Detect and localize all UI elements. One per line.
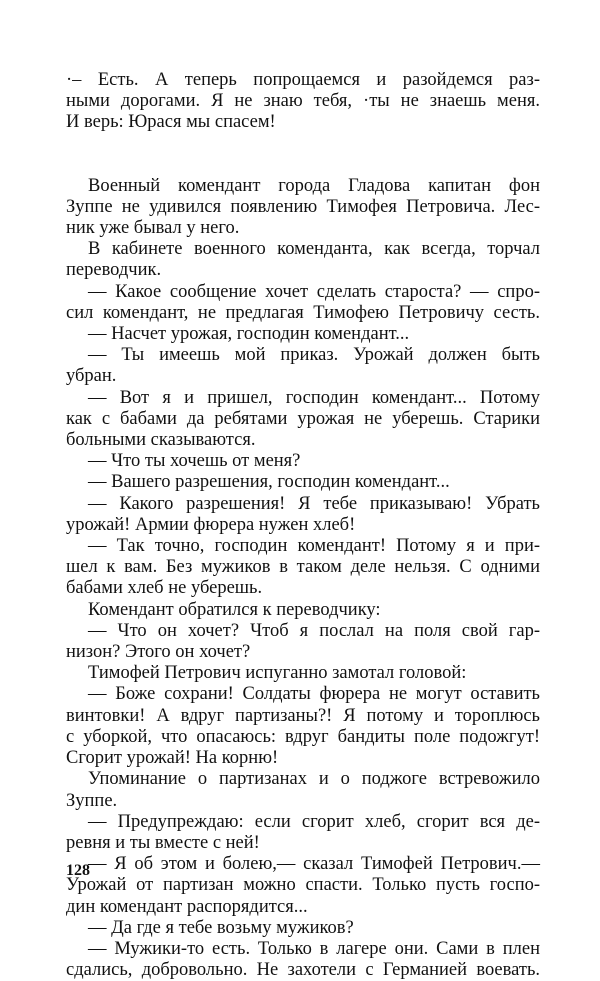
text-line: убран. (66, 366, 117, 387)
text-line: — Что ты хочешь от меня? (88, 451, 301, 472)
text-line: переводчик. (66, 260, 162, 281)
text-line: В кабинете военного коменданта, как всегда, торчал (88, 239, 540, 260)
text-line: с уборкой, что опасаюсь: вдруг бандиты поле подожгут! (66, 726, 540, 747)
text-line: как с бабами да ребятами урожая не уберешь. Старики (66, 408, 540, 429)
text-line: — Боже сохрани! Солдаты фюрера не могут оставить (88, 684, 540, 705)
text-line: низон? Этого он хочет? (66, 642, 251, 663)
text-line: бабами хлеб не уберешь. (66, 578, 263, 599)
text-line: — Я об этом и болею,— сказал Тимофей Петрович.— (88, 854, 540, 875)
text-line: ревня и ты вместе с ней! (66, 832, 260, 853)
section-gap (66, 134, 540, 176)
text-line: Тимофей Петрович испуганно замотал головой: (88, 663, 467, 684)
text-line: дин комендант распорядится... (66, 896, 308, 917)
text-line: — Да где я тебе возьму мужиков? (88, 917, 354, 938)
text-line: урожай! Армии фюрера нужен хлеб! (66, 514, 356, 535)
text-line: — Какого разрешения! Я тебе приказываю! Убрать (88, 493, 540, 514)
text-line: — Насчет урожая, господин комендант... (88, 324, 410, 345)
text-line: Урожай от партизан можно спасти. Только пусть госпо- (66, 875, 540, 896)
text-line: — Какое сообщение хочет сделать староста? — спро- (88, 281, 540, 302)
text-line: ными дорогами. Я не знаю тебя, ·ты не знаешь меня. (66, 91, 540, 112)
page-body (66, 70, 540, 981)
text-line: Сгорит урожай! На корню! (66, 748, 279, 769)
text-line: — Что он хочет? Чтоб я послал на поля свой гар- (88, 620, 540, 641)
text-line: ·– Есть. А теперь попрощаемся и разойдемся раз- (66, 70, 540, 90)
text-line: Военный комендант города Гладова капитан фон (88, 175, 540, 196)
text-line: винтовки! А вдруг партизаны?! Я потому и тороплюсь (66, 705, 540, 726)
text-line: сдались, добровольно. Не захотели с Германией воевать. (66, 960, 540, 981)
text-line: — Ты имеешь мой приказ. Урожай должен быть (88, 345, 540, 366)
text-line: И верь: Юрася мы спасем! (66, 112, 276, 133)
text-line: Комендант обратился к переводчику: (88, 599, 381, 620)
page-number: 128 (66, 862, 90, 879)
text-line: шел к вам. Без мужиков в таком деле нельзя. С одними (66, 557, 540, 578)
text-line: Зуппе не удивился появлению Тимофея Петровича. Лес- (66, 196, 540, 217)
text-line: — Вашего разрешения, господин комендант... (88, 472, 450, 493)
text-line: ник уже бывал у него. (66, 218, 240, 239)
text-line: сил комендант, не предлагая Тимофею Петровичу сесть. (66, 302, 540, 323)
text-line: Зуппе. (66, 790, 118, 811)
text-line: Упоминание о партизанах и о поджоге встревожило (88, 769, 540, 790)
text-line: — Предупреждаю: если сгорит хлеб, сгорит вся де- (88, 811, 540, 832)
text-line: — Так точно, господин комендант! Потому я и при- (88, 536, 540, 557)
text-line: — Мужики-то есть. Только в лагере они. Сами в плен (88, 938, 540, 959)
text-line: больными сказываются. (66, 430, 256, 451)
text-line: — Вот я и пришел, господин комендант... Потому (88, 387, 540, 408)
